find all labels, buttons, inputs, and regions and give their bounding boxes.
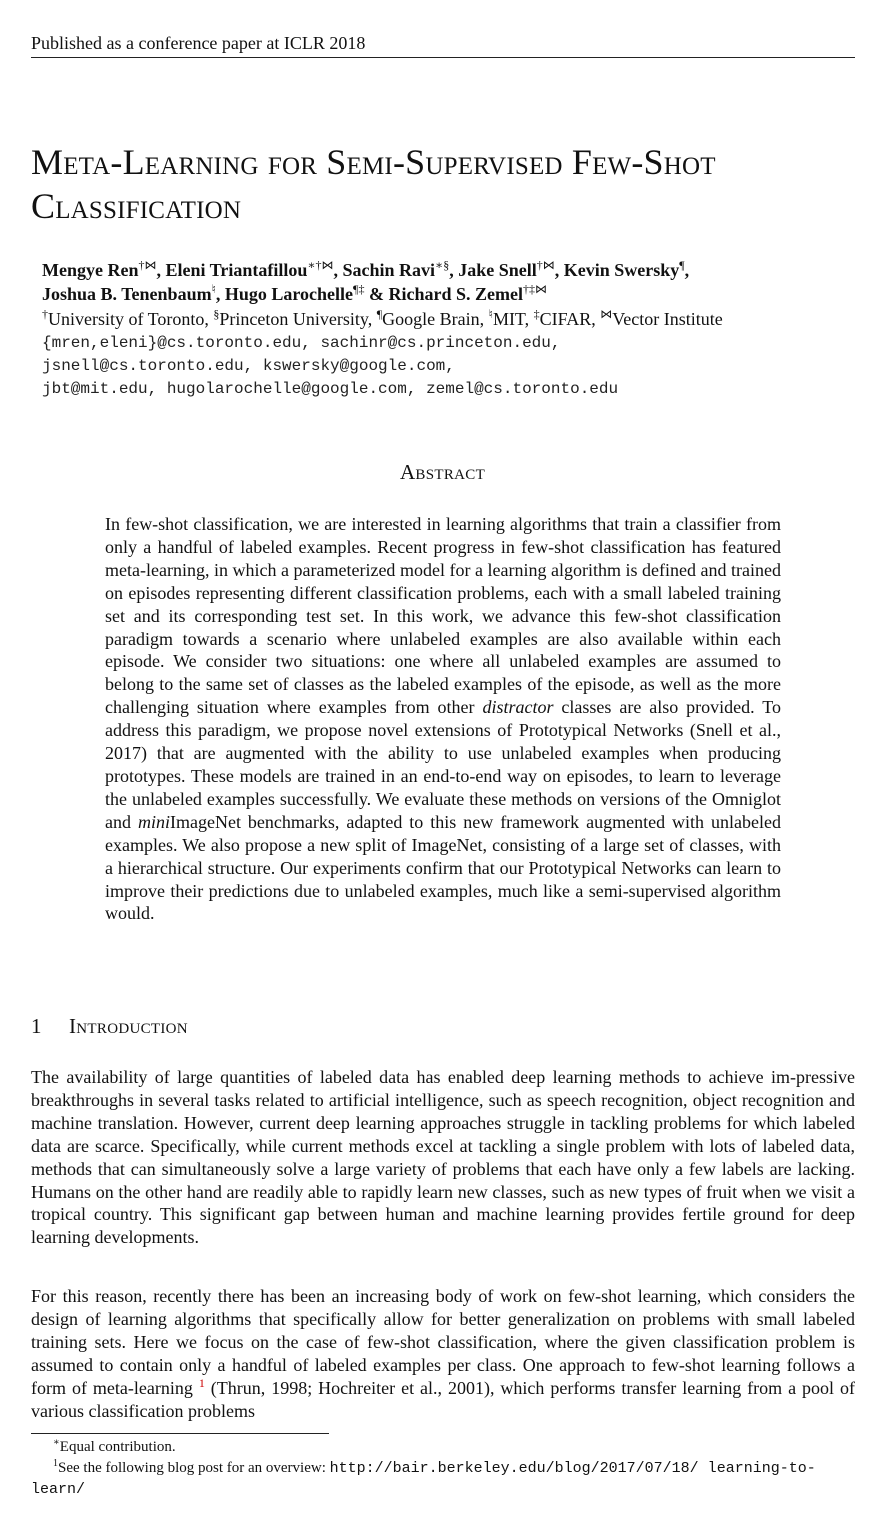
author-affil-marks: †⋈	[536, 258, 555, 272]
author-affil-marks: ¶‡	[353, 282, 365, 296]
author-name: Sachin Ravi	[342, 260, 436, 280]
intro-paragraph-1: The availability of large quantities of labeled data has enabled deep learning methods to achieve im-pressive breakthroughs in several tasks related to artificial intelligence, such as speech recognition, object recognition and machine translation. However, current deep learning approaches struggle in tackling problems for which labeled data are scarce. Specifically, while current methods excel at tackling a single problem with lots of labeled data, methods that can simultaneously solve a large variety of problems that each have only a few labels are lacking. Humans on the other hand are readily able to rapidly learn new classes, such as new types of fruit when we visit a tropical country. This significant gap between human and machine learning provides fertile ground for deep learning developments.	[31, 1067, 855, 1248]
abstract-emphasis: mini	[137, 811, 170, 832]
author-affil-marks: †‡⋈	[522, 282, 547, 296]
section-title: Introduction	[69, 1014, 188, 1038]
paragraph-segment: (Thrun, 1998; Hochreiter et al., 2001), which performs transfer learning from a pool of various classification problems	[31, 1377, 856, 1421]
affil-mark: §	[213, 307, 220, 321]
author-affil-marks: ∗†⋈	[307, 258, 334, 272]
author-affil-marks: ¶	[679, 258, 685, 272]
affil-name: MIT,	[492, 309, 530, 329]
running-head: Published as a conference paper at ICLR 2018	[31, 32, 855, 58]
footnote-equal-contribution	[31, 1437, 855, 1458]
email-line[interactable]: {mren,eleni}@cs.toronto.edu, sachinr@cs.princeton.edu,	[42, 334, 561, 352]
abstract-segment: In few-shot classification, we are interested in learning algorithms that train a classifier from only a handful of labeled examples. Recent progress in few-shot classification has featured meta-learning, in which a parameterized model for a learning algorithm is defined and trained on episodes representing different classification problems, each with a small labeled training set and its corresponding test set. In this work, we advance this few-shot classification paradigm towards a scenario where unlabeled examples are also available within each episode. We consider two situations: one where all unlabeled examples are assumed to belong to the same set of classes as the labeled examples of the episode, as well as the more challenging situation where examples from other	[105, 514, 781, 718]
email-line[interactable]: jbt@mit.edu, hugolarochelle@google.com, zemel@cs.toronto.edu	[42, 380, 619, 398]
footnote-text: Equal contribution.	[59, 1439, 176, 1455]
affiliations	[42, 307, 857, 331]
intro-paragraph-2	[31, 1285, 855, 1422]
footnote-blog-post	[31, 1458, 855, 1500]
affil-name: Google Brain,	[382, 309, 485, 329]
footnote-divider	[31, 1433, 329, 1434]
author-name: Richard S. Zemel	[388, 284, 523, 304]
abstract-heading: Abstract	[399, 460, 486, 484]
affil-name: University of Toronto,	[48, 309, 209, 329]
affil-mark: ¶	[376, 307, 383, 321]
affil-mark: ‡	[533, 307, 540, 321]
affil-mark: †	[42, 307, 48, 321]
footnote-reference[interactable]: 1	[198, 1375, 205, 1390]
section-heading-introduction	[31, 1014, 855, 1039]
footnote-mark: ∗	[53, 1437, 60, 1448]
footnote-text: See the following blog post for an overview:	[58, 1460, 330, 1476]
affil-mark: ⋈	[600, 307, 613, 321]
footnotes	[31, 1437, 855, 1500]
footnote-url-link[interactable]: http://bair.berkeley.edu/blog/2017/07/18/ learning-to-learn/	[31, 1460, 816, 1498]
abstract-text	[105, 513, 781, 925]
abstract-segment: classes are also provided. To address this paradigm, we propose novel extensions of Prototypical Networks (Snell et al., 2017) that are augmented with the ability to use unlabeled examples when producing prototypes. These models are trained in an end-to-end way on episodes, to learn to leverage the unlabeled examples successfully. We evaluate these methods on versions of the Omniglot and	[105, 697, 782, 832]
author-list: Mengye Ren†⋈, Eleni Triantafillou∗†⋈, Sachin Ravi∗§, Jake Snell†⋈, Kevin Swersky¶, Joshua B. Tenenbaum♮, Hugo Larochelle¶‡ & Richard S. Zemel†‡⋈	[42, 258, 690, 304]
email-line[interactable]: jsnell@cs.toronto.edu, kswersky@google.com,	[42, 357, 455, 375]
author-affil-marks: ∗§	[435, 258, 450, 272]
affil-name: Princeton University,	[219, 309, 373, 329]
affil-mark: ♮	[488, 307, 493, 321]
author-name: Eleni Triantafillou	[165, 260, 308, 280]
author-name: Hugo Larochelle	[224, 284, 354, 304]
abstract-emphasis: distractor	[482, 697, 554, 718]
author-affil-marks: †⋈	[138, 258, 157, 272]
footnote-mark: 1	[53, 1458, 58, 1469]
section-number: 1	[31, 1014, 42, 1038]
author-name: Jake Snell	[458, 260, 537, 280]
author-affil-marks: ♮	[211, 282, 216, 296]
author-name: Kevin Swersky	[563, 260, 680, 280]
paper-title: Meta-Learning for Semi-Supervised Few-Shot Classification	[31, 142, 716, 226]
affil-name: Vector Institute	[612, 309, 723, 329]
author-emails	[42, 332, 857, 401]
author-name: Joshua B. Tenenbaum	[42, 284, 212, 304]
abstract-segment: ImageNet benchmarks, adapted to this new framework augmented with unlabeled examples. We also propose a new split of ImageNet, consisting of a large set of classes, with a hierarchical structure. Our experiments confirm that our Prototypical Networks can learn to improve their predictions due to unlabeled examples, much like a semi-supervised algorithm would.	[105, 811, 781, 924]
paragraph-segment: For this reason, recently there has been an increasing body of work on few-shot learning, which considers the design of learning algorithms that specifically allow for better generalization on problems with small labeled training sets. Here we focus on the case of few-shot classification, where the given classification problem is assumed to contain only a handful of labeled examples per class. One approach to few-shot learning follows a form of meta-learning	[31, 1286, 855, 1398]
author-name: Mengye Ren	[42, 260, 139, 280]
affil-name: CIFAR,	[539, 309, 596, 329]
